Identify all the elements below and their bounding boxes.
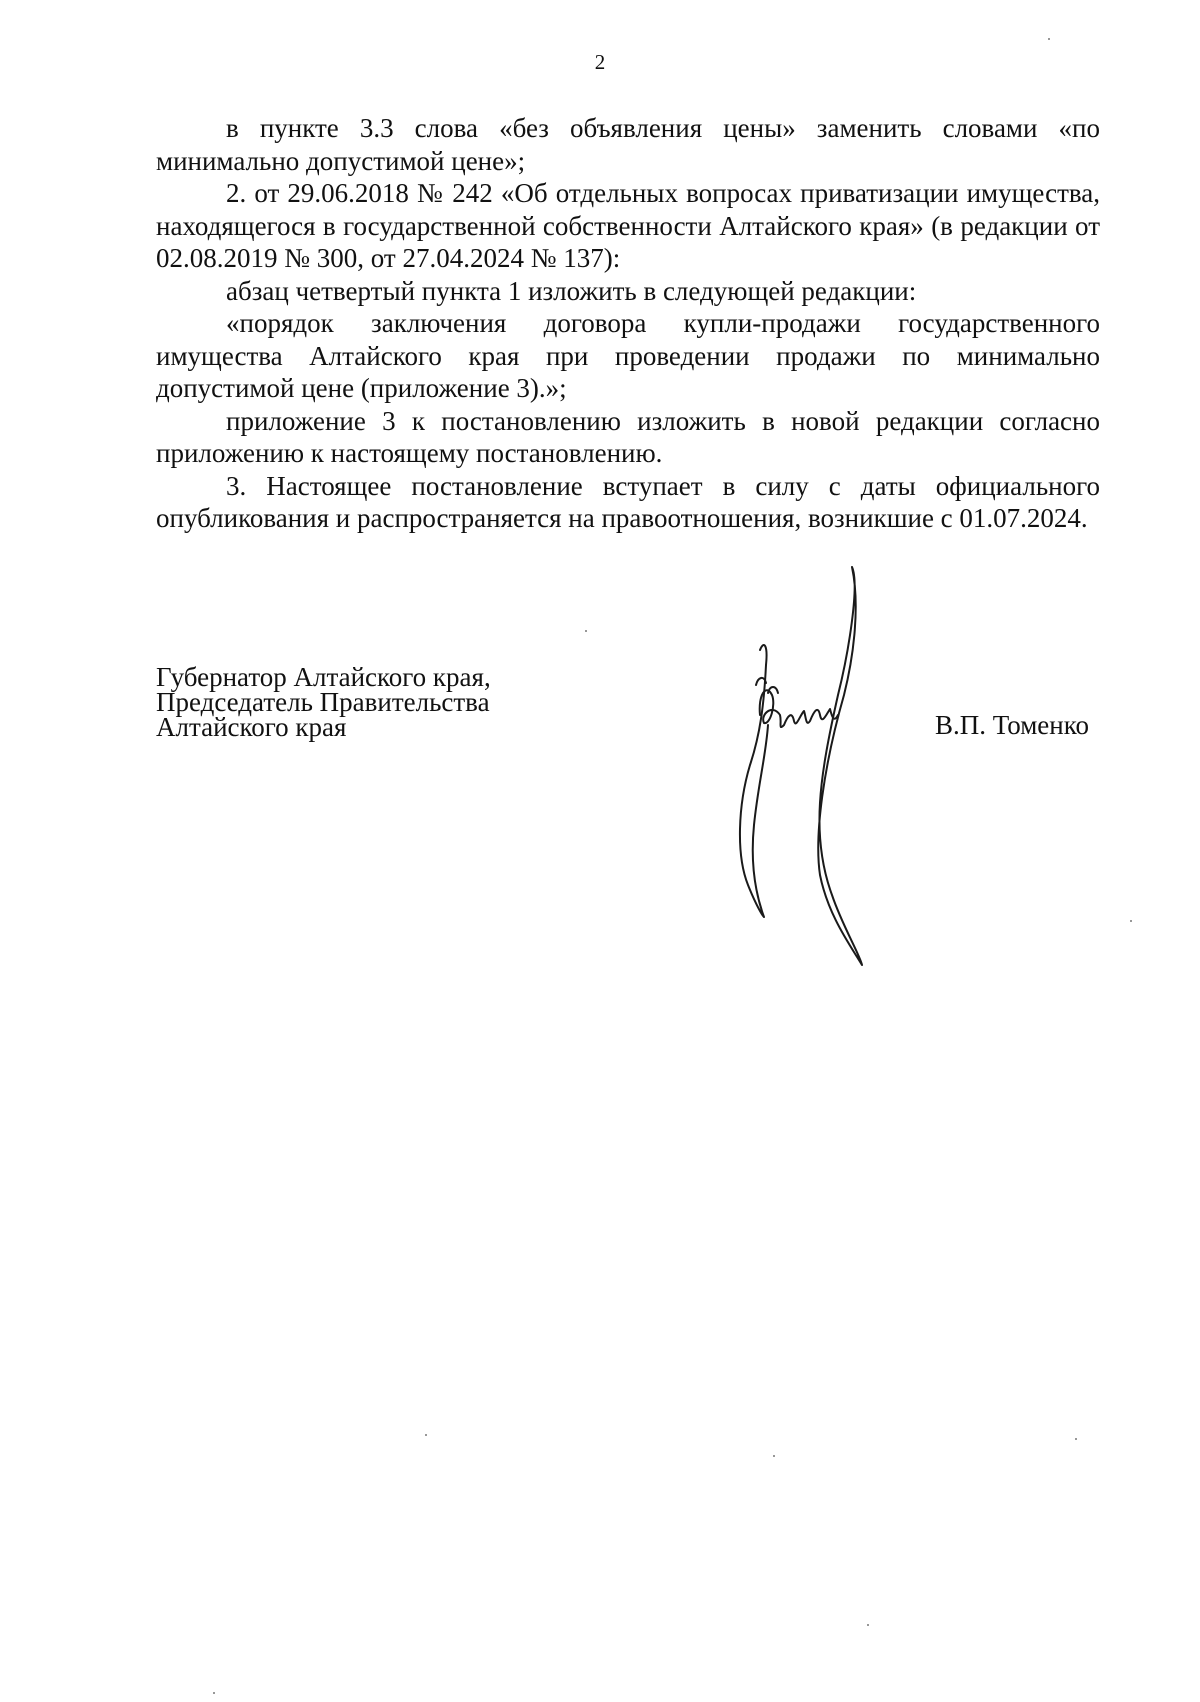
signatory-title — [156, 662, 491, 742]
page-number: 2 — [594, 50, 606, 74]
document-body — [156, 112, 1100, 535]
scan-speck — [585, 630, 587, 632]
signatory-title-line: Председатель Правительства — [156, 687, 490, 717]
scan-speck — [425, 1434, 427, 1436]
signatory-name: В.П. Томенко — [935, 710, 1089, 740]
signatory-title-line: Алтайского края — [156, 712, 347, 742]
handwritten-signature — [720, 565, 890, 975]
scan-speck — [773, 1455, 775, 1457]
signatory-title-line: Губернатор Алтайского края, — [156, 662, 491, 692]
scan-speck — [1075, 1438, 1077, 1440]
scan-speck — [213, 1692, 215, 1694]
paragraph-item-3-3-amendment: в пункте 3.3 слова «без объявления цены» заменить словами «по минимально допустимой цене»; — [156, 113, 1100, 176]
scan-speck — [1048, 38, 1050, 40]
paragraph-fourth-abzac: абзац четвертый пункта 1 изложить в следующей редакции: — [226, 275, 917, 306]
scan-speck — [867, 1624, 869, 1626]
paragraph-resolution-242: 2. от 29.06.2018 № 242 «Об отдельных вопросах приватизации имущества, находящегося в государственной собственности Алтайского края» (в редакции от 02.08.2019 № 300, от 27.04.2024 № 137): — [156, 178, 1100, 273]
scan-speck — [1130, 920, 1132, 922]
paragraph-appendix-3: приложение 3 к постановлению изложить в новой редакции согласно приложению к настоящему постановлению. — [156, 405, 1100, 468]
paragraph-entry-into-force: 3. Настоящее постановление вступает в силу с даты официального опубликования и распространяется на правоотношения, возникшие с 01.07.2024. — [156, 470, 1100, 533]
paragraph-new-wording: «порядок заключения договора купли-продажи государственного имущества Алтайского края при проведении продажи по минимально допустимой цене (приложение 3).»; — [156, 308, 1100, 403]
